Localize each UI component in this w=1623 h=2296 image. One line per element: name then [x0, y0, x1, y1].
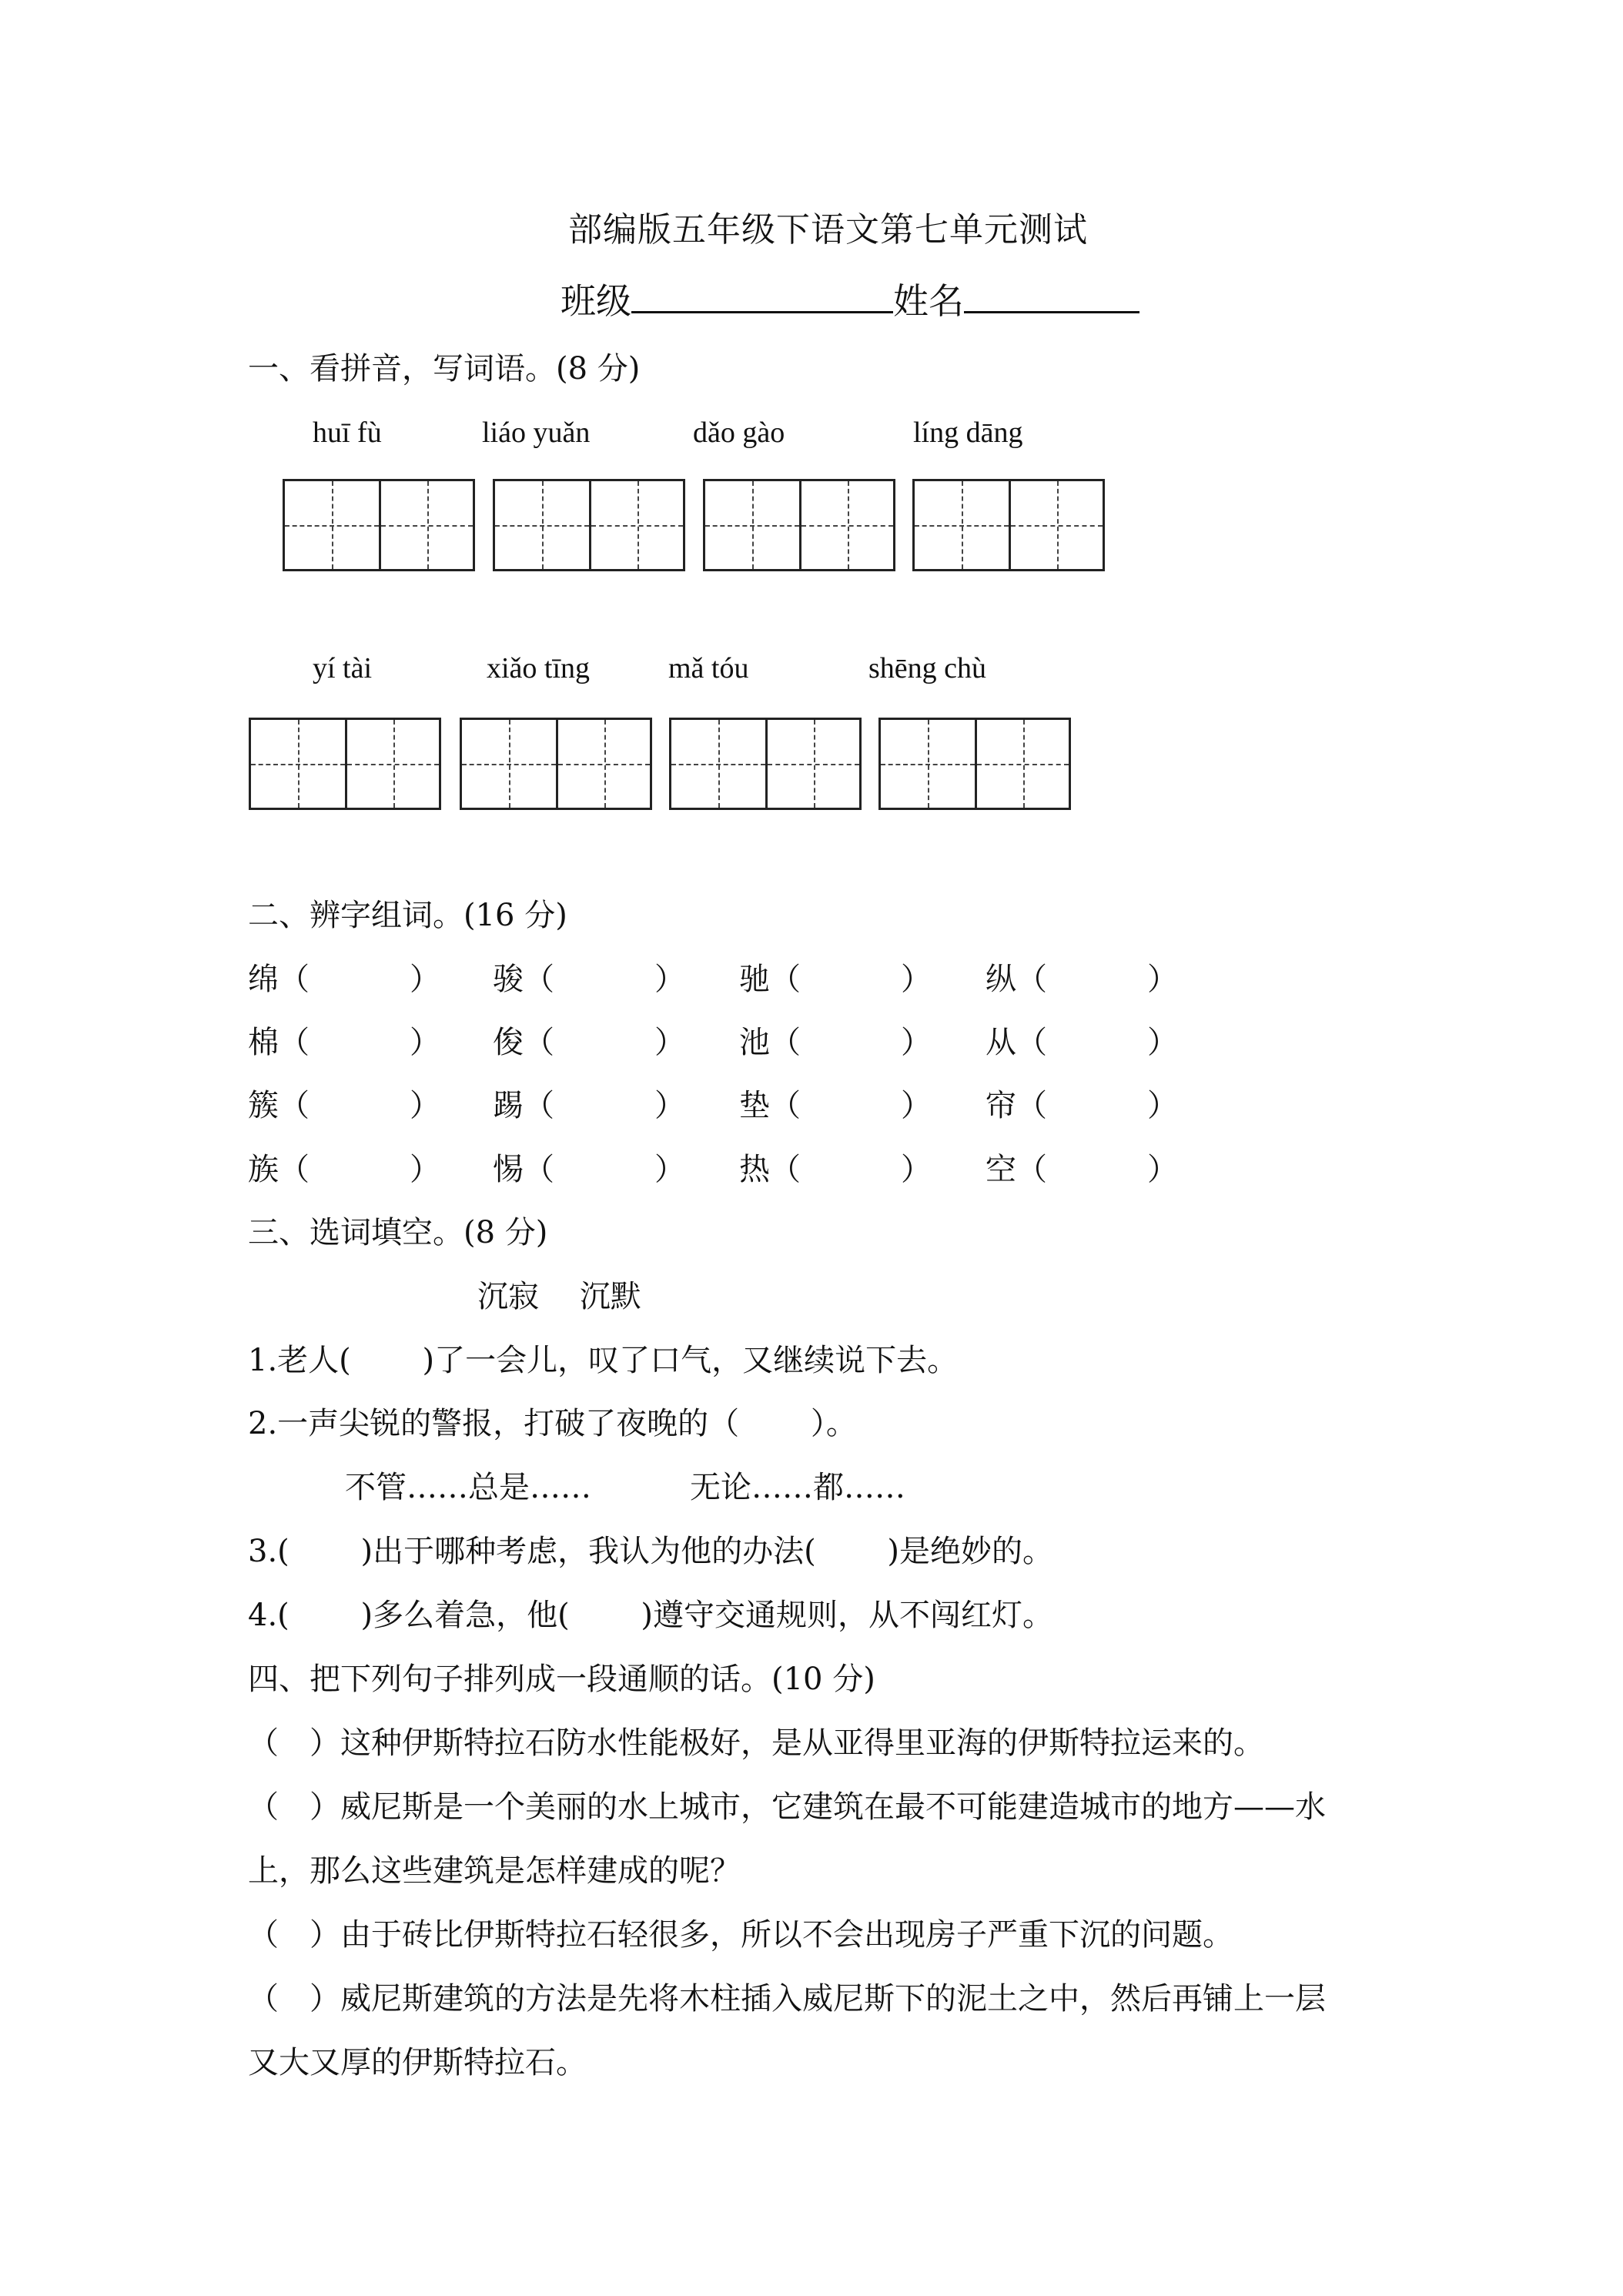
grid-cell[interactable] — [589, 481, 683, 569]
section3-heading: 三、选词填空。(8 分) — [248, 1215, 548, 1250]
writing-grid[interactable] — [912, 479, 1105, 571]
grid-cell[interactable] — [1009, 481, 1103, 569]
section2-heading: 二、辨字组词。(16 分) — [248, 898, 567, 933]
close-paren: ） — [1147, 1088, 1178, 1123]
grid-cell[interactable] — [462, 720, 556, 808]
char-prompt: 踢（ — [493, 1088, 554, 1123]
class-blank[interactable] — [631, 277, 893, 313]
sentence-1: （ ）这种伊斯特拉石防水性能极好，是从亚得里亚海的伊斯特拉运来的。 — [248, 1725, 1264, 1761]
writing-grid[interactable] — [460, 718, 652, 810]
close-paren: ） — [654, 1152, 685, 1187]
question-3: 3.( )出于哪种考虑，我认为他的办法( )是绝妙的。 — [248, 1534, 1054, 1569]
pinyin-label: yí tài — [313, 652, 373, 684]
char-prompt: 从（ — [986, 1025, 1047, 1060]
grid-cell[interactable] — [881, 720, 975, 808]
name-blank[interactable] — [964, 277, 1139, 313]
grid-cell[interactable] — [975, 720, 1069, 808]
writing-grid[interactable] — [249, 718, 441, 810]
conjunction-choice: 不管……总是…… — [345, 1470, 591, 1505]
writing-grid[interactable] — [878, 718, 1071, 810]
name-label: 姓名 — [893, 280, 964, 322]
grid-cell[interactable] — [495, 481, 589, 569]
sentence-4-cont: 又大又厚的伊斯特拉石。 — [248, 2045, 587, 2080]
class-label: 班级 — [561, 280, 631, 322]
writing-grid[interactable] — [283, 479, 475, 571]
char-prompt: 热（ — [739, 1152, 801, 1187]
close-paren: ） — [654, 962, 685, 997]
writing-grid[interactable] — [703, 479, 895, 571]
sentence-2-cont: 上，那么这些建筑是怎样建成的呢？ — [248, 1853, 741, 1889]
page-title: 部编版五年级下语文第七单元测试 — [568, 210, 1088, 249]
grid-cell[interactable] — [379, 481, 473, 569]
char-prompt: 池（ — [739, 1025, 801, 1060]
close-paren: ） — [410, 1152, 440, 1187]
pinyin-label: huī fù — [313, 417, 382, 449]
close-paren: ） — [410, 1088, 440, 1123]
grid-cell[interactable] — [915, 481, 1009, 569]
pinyin-label: xiǎo tīng — [487, 652, 591, 684]
close-paren: ） — [901, 1152, 932, 1187]
close-paren: ） — [410, 962, 440, 997]
char-prompt: 帘（ — [986, 1088, 1047, 1123]
char-prompt: 垫（ — [739, 1088, 801, 1123]
word-choices: 沉寂 沉默 — [477, 1279, 641, 1314]
char-prompt: 空（ — [986, 1152, 1047, 1187]
grid-cell[interactable] — [345, 720, 439, 808]
sentence-3: （ ）由于砖比伊斯特拉石轻很多，所以不会出现房子严重下沉的问题。 — [248, 1917, 1233, 1953]
grid-cell[interactable] — [285, 481, 379, 569]
grid-cell[interactable] — [765, 720, 859, 808]
pinyin-label: líng dāng — [913, 417, 1023, 449]
conjunction-choice: 无论……都…… — [690, 1470, 905, 1505]
char-prompt: 棉（ — [248, 1025, 310, 1060]
char-prompt: 驰（ — [739, 962, 801, 997]
close-paren: ） — [410, 1025, 440, 1060]
writing-grid[interactable] — [669, 718, 862, 810]
question-1: 1.老人( )了一会儿，叹了口气，又继续说下去。 — [248, 1343, 959, 1378]
close-paren: ） — [1147, 962, 1178, 997]
char-prompt: 纵（ — [986, 962, 1047, 997]
char-prompt: 族（ — [248, 1152, 310, 1187]
close-paren: ） — [654, 1088, 685, 1123]
grid-cell[interactable] — [556, 720, 650, 808]
pinyin-label: dǎo gào — [693, 417, 785, 449]
pinyin-label: shēng chù — [868, 652, 987, 684]
char-prompt: 绵（ — [248, 962, 310, 997]
section1-heading: 一、看拼音，写词语。(8 分) — [248, 351, 641, 387]
close-paren: ） — [654, 1025, 685, 1060]
close-paren: ） — [901, 962, 932, 997]
close-paren: ） — [1147, 1152, 1178, 1187]
sentence-2: （ ）威尼斯是一个美丽的水上城市，它建筑在最不可能建造城市的地方——水 — [248, 1789, 1326, 1825]
close-paren: ） — [901, 1025, 932, 1060]
pinyin-label: mǎ tóu — [668, 652, 749, 684]
sentence-4: （ ）威尼斯建筑的方法是先将木柱插入威尼斯下的泥土之中，然后再铺上一层 — [248, 1981, 1326, 2017]
char-prompt: 惕（ — [493, 1152, 554, 1187]
close-paren: ） — [1147, 1025, 1178, 1060]
close-paren: ） — [901, 1088, 932, 1123]
char-prompt: 俊（ — [493, 1025, 554, 1060]
char-prompt: 骏（ — [493, 962, 554, 997]
grid-cell[interactable] — [251, 720, 345, 808]
grid-cell[interactable] — [671, 720, 765, 808]
grid-cell[interactable] — [799, 481, 893, 569]
question-4: 4.( )多么着急，他( )遵守交通规则，从不闯红灯。 — [248, 1598, 1054, 1633]
section4-heading: 四、把下列句子排列成一段通顺的话。(10 分) — [248, 1662, 875, 1697]
char-prompt: 簇（ — [248, 1088, 310, 1123]
student-info-line — [561, 273, 1139, 324]
pinyin-label: liáo yuǎn — [482, 417, 591, 449]
question-2: 2.一声尖锐的警报，打破了夜晚的（ ）。 — [248, 1406, 857, 1441]
grid-cell[interactable] — [705, 481, 799, 569]
writing-grid[interactable] — [493, 479, 685, 571]
